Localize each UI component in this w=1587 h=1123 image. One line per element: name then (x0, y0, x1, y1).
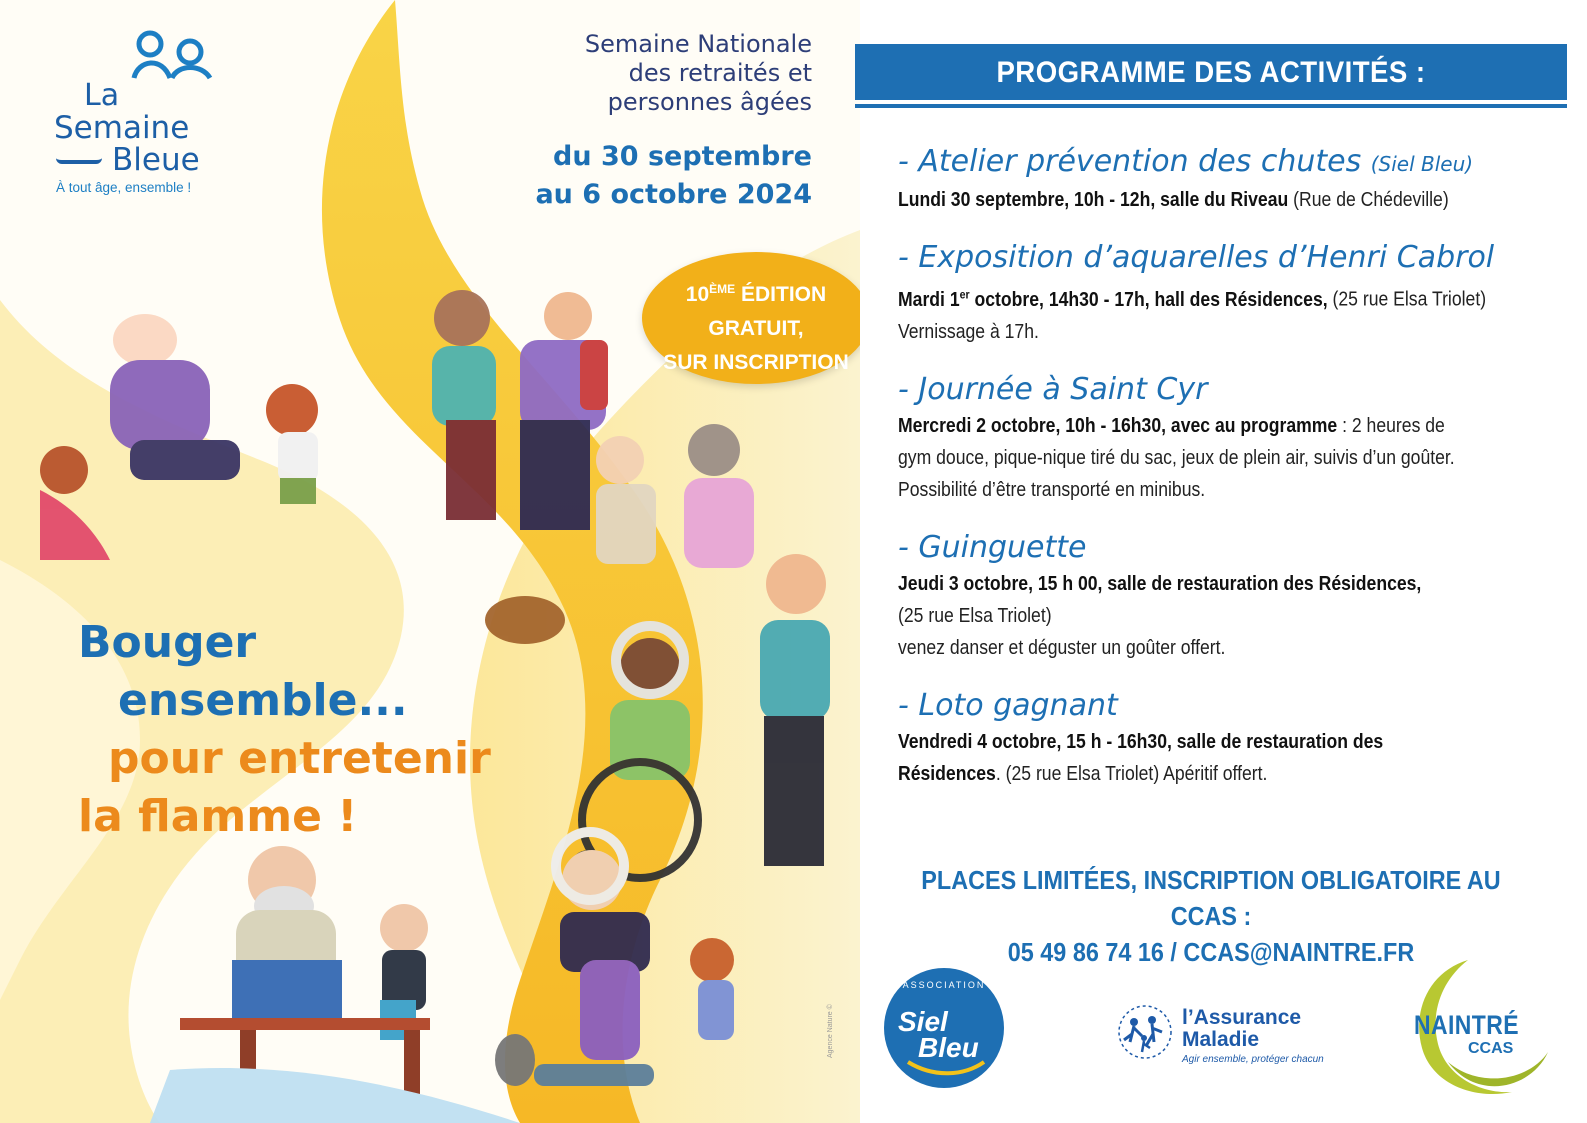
activity-list (898, 142, 1528, 812)
assurance-tagline: Agir ensemble, protéger chacun (1182, 1054, 1324, 1065)
activity-details (898, 184, 1530, 216)
slogan-line2: ensemble... (118, 675, 408, 726)
assurance-text-2: Maladie (1182, 1028, 1260, 1051)
activity-day: Mardi 1 (898, 288, 960, 311)
activity-details (898, 568, 1530, 600)
badge-registration: SUR INSCRIPTION (663, 351, 849, 374)
activity-title-partner: (Siel Bleu) (1370, 152, 1474, 176)
activity-time-place: octobre, 14h30 - 17h, hall des Résidences, (969, 288, 1328, 311)
slogan-line1: Bouger (78, 617, 257, 668)
event-title-line3: personnes âgées (607, 88, 812, 116)
logo-text-semaine: Semaine (54, 110, 190, 146)
activity-item (898, 238, 1528, 348)
activity-details (898, 726, 1530, 758)
badge-edition-word: ÉDITION (735, 283, 827, 306)
activity-program-intro: : 2 heures de (1337, 414, 1445, 437)
activity-address: . (25 rue Elsa Triolet) Apéritif offert. (995, 762, 1268, 785)
event-dates-line1: du 30 septembre (553, 141, 812, 172)
activity-details (898, 278, 1530, 316)
event-dates (472, 138, 812, 214)
siel-bleu-logo (884, 968, 1004, 1088)
activity-date-place: Jeudi 3 octobre, 15 h 00, salle de restauration des Résidences, (898, 572, 1422, 595)
activity-date-place: Lundi 30 septembre, 10h - 12h, salle du Riveau (898, 189, 1289, 211)
registration-notice: PLACES LIMITÉES, INSCRIPTION OBLIGATOIRE AU CCAS : (921, 865, 1501, 931)
activity-place: Résidences (898, 762, 996, 785)
slogan-line4: la flamme ! (78, 791, 358, 842)
people-rings-icon (128, 30, 228, 80)
activity-date-place: Mercredi 2 octobre, 10h - 16h30, avec au programme (898, 414, 1338, 437)
activity-address: (25 rue Elsa Triolet) (1327, 288, 1487, 311)
siel-assoc-label: ASSOCIATION (902, 980, 986, 990)
activity-title: - Journée à Saint Cyr (898, 371, 1208, 407)
activity-date-place (898, 289, 1328, 311)
activity-item (898, 142, 1528, 216)
activity-title: - Guinguette (898, 529, 1087, 565)
activity-transport: Possibilité d’être transporté en minibus. (898, 478, 1206, 501)
activity-item (898, 370, 1528, 506)
activity-details-cont (898, 758, 1530, 790)
badge-edition (642, 272, 860, 312)
program-banner (855, 44, 1567, 100)
logo-dash (56, 158, 102, 164)
assurance-people-icon (1112, 1002, 1178, 1062)
logo-tagline: À tout âge, ensemble ! (56, 180, 192, 195)
slogan (78, 614, 491, 846)
illustration-credit: Agence Nature © (827, 1004, 834, 1058)
activity-title (898, 142, 1528, 184)
slogan-line3: pour entretenir (108, 733, 491, 784)
registration-contact: 05 49 86 74 16 / CCAS@NAINTRE.FR (1007, 937, 1415, 967)
semaine-bleue-logo (50, 30, 250, 200)
program-title: PROGRAMME DES ACTIVITÉS : (996, 56, 1426, 89)
activity-item (898, 528, 1528, 664)
badge-edition-suffix: ÈME (709, 282, 736, 296)
activity-item (898, 686, 1528, 790)
logo-text-la: La (84, 78, 120, 113)
assurance-text-1: l’Assurance (1182, 1006, 1302, 1029)
activity-note: venez danser et déguster un goûter offert. (898, 636, 1226, 659)
event-title-line2: des retraités et (628, 59, 812, 87)
ccas-text: CCAS (1468, 1040, 1514, 1057)
activity-details (898, 410, 1530, 442)
activity-program: gym douce, pique-nique tiré du sac, jeux de plein air, suivis d’un goûter. (898, 446, 1455, 469)
event-title (472, 30, 812, 117)
siel-text-1: Siel (898, 1006, 948, 1037)
event-title-line1: Semaine Nationale (584, 30, 812, 58)
activity-title-text: - Atelier prévention des chutes (898, 144, 1362, 179)
naintre-text: NAINTRÉ (1414, 1010, 1519, 1040)
activity-day-suffix: er (959, 287, 970, 301)
badge-free: GRATUIT, (708, 317, 804, 340)
activity-title: - Loto gagnant (898, 687, 1118, 723)
activity-address: (Rue de Chédeville) (1288, 189, 1449, 211)
banner-underline (855, 104, 1567, 108)
event-dates-line2: au 6 octobre 2024 (535, 179, 812, 210)
siel-smile-icon (904, 1060, 988, 1076)
edition-badge (642, 252, 860, 384)
activity-title: - Exposition d’aquarelles d’Henri Cabrol (898, 240, 1495, 275)
siel-text-2: Bleu (918, 1032, 979, 1063)
logo-text-bleue: Bleue (112, 142, 200, 178)
naintre-ccas-logo (1408, 952, 1558, 1102)
badge-edition-number: 10 (685, 283, 710, 306)
assurance-maladie-logo (1112, 1002, 1342, 1072)
activity-date-place: Vendredi 4 octobre, 15 h - 16h30, salle de restauration des (898, 730, 1384, 753)
activity-note: Vernissage à 17h. (898, 320, 1039, 343)
activity-address: (25 rue Elsa Triolet) (898, 604, 1052, 627)
